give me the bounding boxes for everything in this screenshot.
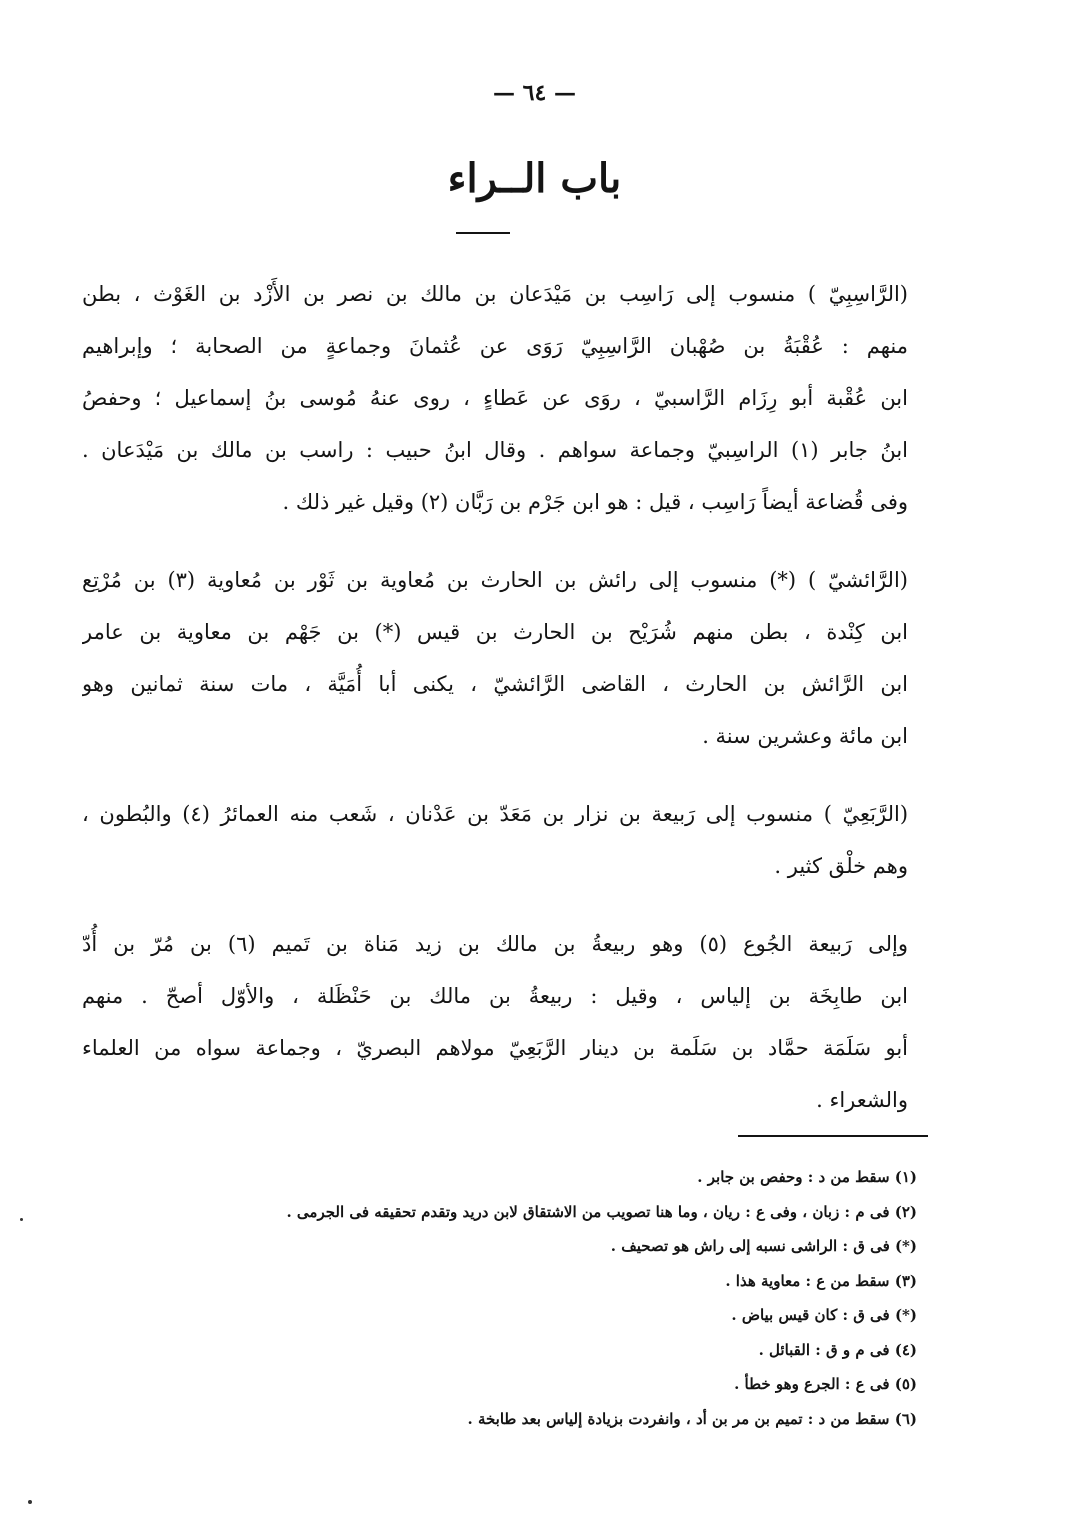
footnote-item: (٤) فى م و ق : القبائل .	[758, 1340, 917, 1359]
footnote-item: (٣) سقط من ع : معاوية هذا .	[725, 1271, 917, 1290]
footnote-item: (*) فى ق : الراشى نسبه إلى راش هو تصحيف .	[610, 1237, 917, 1255]
text-line: (الرَّبَعِيّ ) منسوب إلى رَبيعة بن نزار بن مَعَدّ بن عَدْنان ، شَعب منه العمائرُ (٤) والبُطون ،	[82, 802, 908, 826]
footnote-item: (١) سقط من د : وحفص بن جابر .	[697, 1168, 917, 1186]
entry-raishi	[82, 554, 908, 762]
scan-speck	[20, 1218, 23, 1221]
footnote-item: (٢) فى م : زبان ، وفى ع : ريان ، وما هنا تصويب من الاشتقاق لابن دريد وتقدم تحقيقه فى الجرمى .	[286, 1202, 917, 1221]
footnote-item: (٦) سقط من د : تميم بن مر بن أد ، وانفردت بزيادة إلياس بعد طابخة .	[467, 1409, 917, 1428]
text-line: ابن مائة وعشرين سنة .	[702, 724, 908, 748]
chapter-title: باب الــراء	[447, 155, 622, 202]
entry-rabia-aljua	[82, 918, 908, 1126]
footnotes	[137, 1160, 917, 1436]
text-line: أبو سَلَمَة حمَّاد بن سَلَمة بن دينار الرَّبَعِيّ مولاهم البصريّ ، وجماعة سواه من العلماء	[82, 1036, 908, 1060]
text-line: (الرَّاسِبِيّ ) منسوب إلى رَاسِب بن مَيْدَعان بن مالك بن نصر بن الأَزْد بن الغَوْث ، بطن	[82, 282, 908, 306]
title-underline	[456, 232, 510, 234]
footnote-separator	[738, 1135, 928, 1137]
entry-rasibi	[82, 268, 908, 528]
page-number: — ٦٤ —	[493, 80, 576, 106]
text-line: منهم : عُقْبَةُ بن صُهْبان الرَّاسِبِيّ رَوَى عن عُثمانَ وجماعةٍ من الصحابة ؛ وإبراهيم	[82, 334, 908, 358]
text-line: وهم خلْق كثير .	[774, 854, 908, 878]
footnote-item: (٥) فى ع : الجرع وهو خطأ .	[734, 1375, 917, 1393]
text-line: والشعراء .	[816, 1088, 908, 1112]
text-line: ابنُ جابر (١) الراسِبيّ وجماعة سواهم . وقال ابنُ حبيب : راسب بن مالك بن مَيْدَعان .	[82, 438, 908, 462]
text-line: ابن الرَّائش بن الحارث ، القاضى الرَّائشيّ ، يكنى أبا أُمَيَّة ، مات سنة ثمانين وهو	[82, 672, 908, 696]
text-line: وإلى رَبيعة الجُوع (٥) وهو ربيعةُ بن مالك بن زيد مَناة بن تَميم (٦) بن مُرّ بن أُدّ	[82, 932, 908, 956]
text-line: ابن كِنْدة ، بطن منهم شُرَيْح بن الحارث بن قيس (*) بن جَهْم بن معاوية بن عامر	[82, 620, 908, 644]
text-line: وفى قُضاعة أيضاً رَاسِب ، قيل : هو ابن جَرْم بن رَبَّان (٢) وقيل غير ذلك .	[282, 490, 908, 514]
text-line: ابن عُقْبة أبو رِزَام الرَّاسبيّ ، روَى عن عَطاءٍ ، روى عنهُ مُوسى بنُ إسماعيل ؛ وحفصُ	[82, 386, 908, 410]
text-line: ابن طابِخَة بن إلياس ، وقيل : ربيعةُ بن مالك بن حَنْظَلة ، والأوّل أصحّ . منهم	[82, 984, 908, 1008]
entry-rabai	[82, 788, 908, 892]
scan-speck	[28, 1500, 32, 1504]
text-line: (الرَّائشيّ ) (*) منسوب إلى رائش بن الحارث بن مُعاوية بن ثَوْر بن مُعاوية (٣) بن مُرْتِع	[82, 568, 908, 592]
main-text	[82, 268, 908, 1152]
footnote-item: (*) فى ق : كان قيس بياض .	[731, 1306, 917, 1324]
